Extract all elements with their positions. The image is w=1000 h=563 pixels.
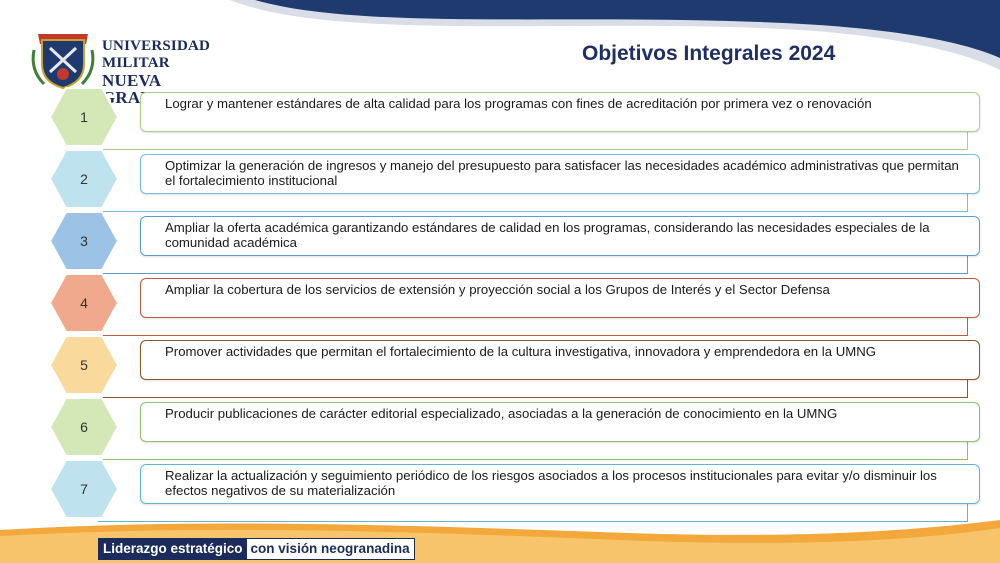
objective-row (48, 92, 972, 156)
objective-text: Producir publicaciones de carácter editorial especializado, asociadas a la generación de conocimiento en la UMNG (140, 402, 980, 442)
objective-number: 7 (80, 481, 88, 497)
objective-number: 3 (80, 233, 88, 249)
objective-text: Realizar la actualización y seguimiento periódico de los riesgos asociados a los procesos institucionales para evitar y/o disminuir los efectos negativos de su materialización (140, 464, 980, 504)
tagline-part2: con visión neogranadina (247, 539, 414, 559)
objective-number-hexagon (48, 86, 120, 148)
university-name-line2: NUEVA (102, 71, 161, 90)
objective-row (48, 278, 972, 342)
objective-text: Promover actividades que permitan el fortalecimiento de la cultura investigativa, innovadora y emprendedora en la UMNG (140, 340, 980, 380)
objective-row (48, 340, 972, 404)
objective-number-hexagon (48, 272, 120, 334)
objective-number-hexagon (48, 148, 120, 210)
university-crest-icon (28, 22, 98, 92)
objective-number: 5 (80, 357, 88, 373)
objective-number: 4 (80, 295, 88, 311)
tagline-part1: Liderazgo estratégico (99, 539, 247, 559)
objective-text: Optimizar la generación de ingresos y manejo del presupuesto para satisfacer las necesidades académico administrativas que permitan el fortalecimiento institucional (140, 154, 980, 194)
objective-text: Lograr y mantener estándares de alta calidad para los programas con fines de acreditación por primera vez o renovación (140, 92, 980, 132)
objective-text: Ampliar la oferta académica garantizando estándares de calidad en los programas, considerando las necesidades especiales de la comunidad académica (140, 216, 980, 256)
objective-row (48, 402, 972, 466)
objective-text: Ampliar la cobertura de los servicios de extensión y proyección social a los Grupos de Interés y el Sector Defensa (140, 278, 980, 318)
university-logo (28, 22, 238, 92)
objective-number-hexagon (48, 210, 120, 272)
objective-row (48, 154, 972, 218)
objective-number-hexagon (48, 334, 120, 396)
objective-number: 6 (80, 419, 88, 435)
objective-number-hexagon (48, 396, 120, 458)
objective-number: 1 (80, 109, 88, 125)
objective-row (48, 216, 972, 280)
objective-number: 2 (80, 171, 88, 187)
university-name-line1: UNIVERSIDAD MILITAR (102, 38, 211, 71)
footer-tagline (98, 538, 415, 560)
page-title: Objetivos Integrales 2024 (582, 42, 836, 65)
